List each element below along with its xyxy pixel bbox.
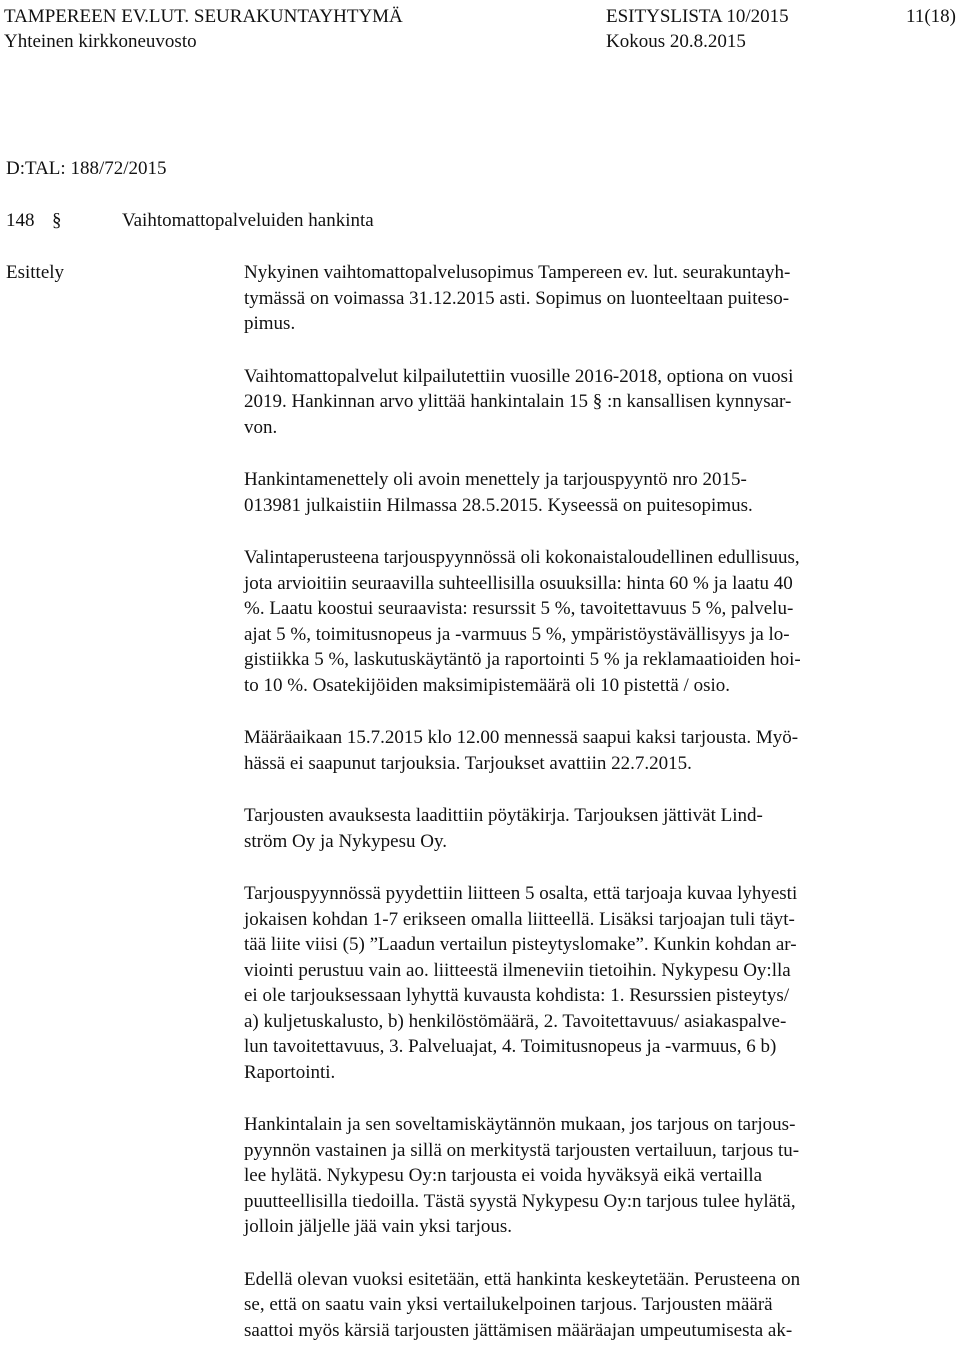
body-paragraph <box>244 260 900 337</box>
paragraph-line: lun tavoitettavuus, 3. Palveluajat, 4. Toimitusnopeus ja -varmuus, 6 b) <box>244 1036 777 1057</box>
paragraph-line: pyynnön vastainen ja sillä on merkitystä tarjousten vertailuun, tarjous tu- <box>244 1139 800 1161</box>
record-number: D:TAL: 188/72/2015 <box>6 158 167 179</box>
body-paragraph <box>244 725 900 776</box>
body-paragraph <box>244 364 900 441</box>
header-row-1 <box>0 4 960 29</box>
item-body-text <box>244 260 900 1370</box>
body-paragraph <box>244 803 900 854</box>
paragraph-line: jokaisen kohdan 1-7 erikseen omalla liitteellä. Lisäksi tarjoajan tuli täyt- <box>244 908 795 930</box>
body-paragraph <box>244 1267 900 1344</box>
paragraph-line: Hankintamenettely oli avoin menettely ja tarjouspyyntö nro 2015- <box>244 469 747 490</box>
section-sign: § <box>52 210 62 231</box>
paragraph-line: se, että on saatu vain yksi vertailukelpoinen tarjous. Tarjousten määrä <box>244 1294 773 1315</box>
item-number: 148 <box>6 210 35 231</box>
page-number: 11(18) <box>906 6 956 27</box>
governing-body-name: Yhteinen kirkkoneuvosto <box>4 31 197 52</box>
paragraph-line: Hankintalain ja sen soveltamiskäytännön mukaan, jos tarjous on tarjous- <box>244 1114 796 1135</box>
item-title: Vaihtomattopalveluiden hankinta <box>122 210 374 231</box>
paragraph-line: ström Oy ja Nykypesu Oy. <box>244 830 447 852</box>
paragraph-line: Edellä olevan vuoksi esitetään, että hankinta keskeytetään. Perusteena on <box>244 1268 801 1290</box>
paragraph-line: Vaihtomattopalvelut kilpailutettiin vuosille 2016-2018, optiona on vuosi <box>244 365 794 387</box>
body-paragraph <box>244 467 900 518</box>
paragraph-line: puutteellisilla tiedoilla. Tästä syystä Nykypesu Oy:n tarjous tulee hylätä, <box>244 1190 796 1212</box>
paragraph-line: lee hylätä. Nykypesu Oy:n tarjousta ei voida hyväksyä eikä vertailla <box>244 1165 763 1186</box>
paragraph-line: saattoi myös kärsiä tarjousten jättämisen määräajan umpeutumisesta ak- <box>244 1319 793 1341</box>
paragraph-line: jolloin jäljelle jää vain yksi tarjous. <box>244 1216 513 1237</box>
body-paragraph <box>244 1112 900 1240</box>
body-paragraph <box>244 881 900 1085</box>
paragraph-line: Valintaperusteena tarjouspyynnössä oli kokonaistaloudellinen edullisuus, <box>244 547 800 568</box>
paragraph-line: Määräaikaan 15.7.2015 klo 12.00 mennessä saapui kaksi tarjousta. Myö- <box>244 727 799 748</box>
agenda-number: ESITYSLISTA 10/2015 <box>606 6 789 27</box>
paragraph-line: %. Laatu koostui seuraavista: resurssit 5 %, tavoitettavuus 5 %, palvelu- <box>244 598 794 619</box>
paragraph-line: von. <box>244 416 278 438</box>
paragraph-line: tää liite viisi (5) ”Laadun vertailun pisteytyslomake”. Kunkin kohdan ar- <box>244 934 797 955</box>
header-row-2 <box>0 29 960 54</box>
paragraph-line: viointi perustuu vain ao. liitteestä ilmeneviin tietoihin. Nykypesu Oy:lla <box>244 959 791 981</box>
paragraph-line: Tarjousten avauksesta laadittiin pöytäkirja. Tarjouksen jättivät Lind- <box>244 805 763 826</box>
paragraph-line: ajat 5 %, toimitusnopeus ja -varmuus 5 %, ympäristöystävällisyys ja lo- <box>244 623 790 645</box>
paragraph-line: pimus. <box>244 313 296 334</box>
body-paragraph <box>244 545 900 698</box>
meeting-date: Kokous 20.8.2015 <box>606 31 746 52</box>
page-header <box>0 4 960 54</box>
paragraph-line: Nykyinen vaihtomattopalvelusopimus Tampereen ev. lut. seurakuntayh- <box>244 262 791 283</box>
organization-name: TAMPEREEN EV.LUT. SEURAKUNTAYHTYMÄ <box>4 6 403 27</box>
paragraph-line: 2019. Hankinnan arvo ylittää hankintalain 15 § :n kansallisen kynnysar- <box>244 391 792 412</box>
paragraph-line: 013981 julkaistiin Hilmassa 28.5.2015. Kyseessä on puitesopimus. <box>244 494 753 516</box>
paragraph-line: Raportointi. <box>244 1061 336 1083</box>
paragraph-line: Tarjouspyynnössä pyydettiin liitteen 5 osalta, että tarjoaja kuvaa lyhyesti <box>244 883 798 904</box>
paragraph-line: a) kuljetuskalusto, b) henkilöstömäärä, 2. Tavoitettavuus/ asiakaspalve- <box>244 1010 787 1032</box>
paragraph-line: gistiikka 5 %, laskutuskäytäntö ja raportointi 5 % ja reklamaatioiden hoi- <box>244 649 801 670</box>
paragraph-line: jota arvioitiin seuraavilla suhteellisilla osuuksilla: hinta 60 % ja laatu 40 <box>244 572 793 594</box>
paragraph-line: tymässä on voimassa 31.12.2015 asti. Sopimus on luonteeltaan puitesо- <box>244 287 790 309</box>
presenter-label: Esittely <box>6 262 65 283</box>
paragraph-line: to 10 %. Osatekijöiden maksimipistemäärä oli 10 pistettä / osio. <box>244 674 731 696</box>
paragraph-line: hässä ei saapunut tarjouksia. Tarjoukset avattiin 22.7.2015. <box>244 752 692 774</box>
paragraph-line: ei ole tarjouksessaan lyhyttä kuvausta kohdista: 1. Resurssien pisteytys/ <box>244 985 790 1006</box>
